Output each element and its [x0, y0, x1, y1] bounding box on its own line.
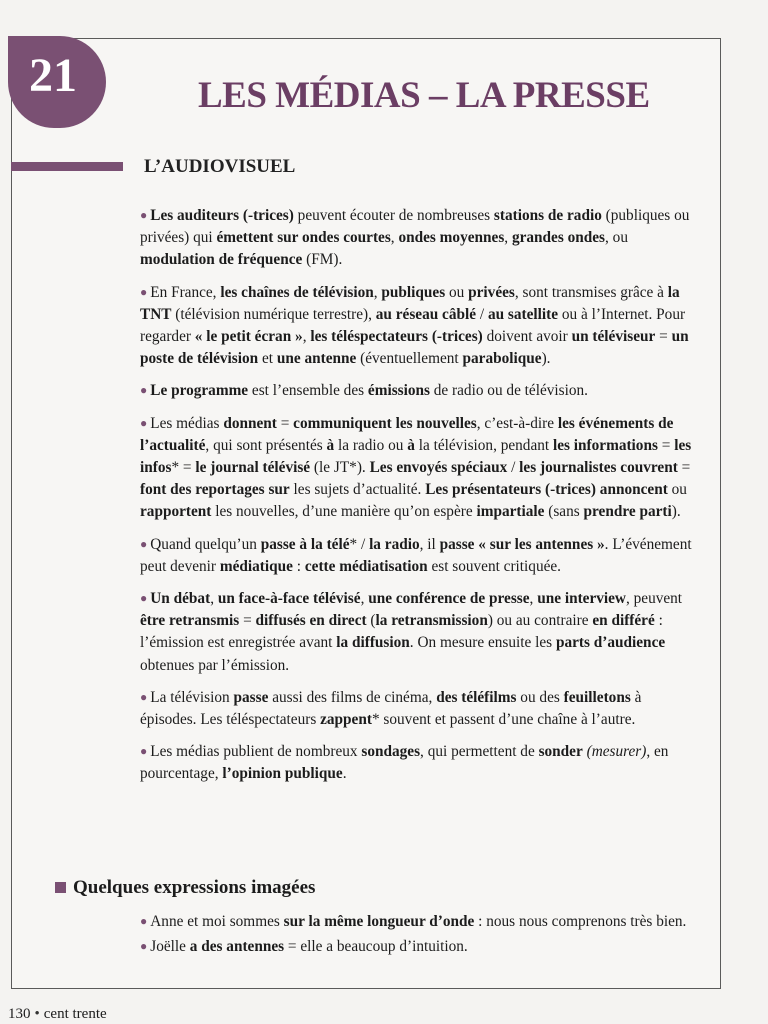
bold-term: Un débat — [150, 590, 211, 608]
paragraph — [140, 686, 700, 731]
text-run: : l’émission est enregistrée avant — [140, 612, 663, 652]
text-run: , en pourcentage, — [140, 743, 669, 783]
text-run: , qui permettent de — [420, 743, 539, 761]
bold-term: les chaînes de télévision — [220, 283, 374, 301]
bold-term: à — [407, 436, 415, 454]
bold-term: impartiale — [476, 503, 545, 521]
bold-term: privées — [468, 283, 515, 301]
bold-term: Les présentateurs (-trices) annoncent — [425, 481, 668, 499]
text-run: Quand quelqu’un — [150, 535, 261, 553]
text-run: la radio ou — [334, 436, 408, 454]
bold-term: sondages — [361, 743, 421, 761]
text-run: (publiques ou privées) qui — [140, 207, 690, 247]
bold-term: au réseau câblé — [375, 305, 477, 323]
text-run: (éventuellement — [356, 350, 463, 368]
text-run: . — [342, 765, 347, 783]
page-number-words: cent trente — [43, 1006, 107, 1022]
text-run: aussi des films de cinéma, — [268, 688, 437, 706]
chapter-number: 21 — [29, 49, 77, 102]
bold-term: en différé — [592, 612, 655, 630]
bold-term: émettent sur ondes courtes — [216, 229, 391, 247]
text-run: = — [276, 414, 294, 432]
text-run: Les médias — [150, 414, 224, 432]
text-run: Les médias publient de nombreux — [150, 743, 362, 761]
text-run: la télévision, pendant — [414, 436, 553, 454]
text-run: , — [210, 590, 218, 608]
text-run: (télévision numérique terrestre), — [171, 305, 376, 323]
text-run: En France, — [150, 283, 221, 301]
paragraph — [140, 587, 700, 677]
bold-term: la diffusion — [336, 634, 410, 652]
bold-term: diffusés en direct — [255, 612, 367, 630]
text-run: à épisodes. Les téléspectateurs — [140, 688, 642, 729]
bold-term: médiatique — [219, 557, 293, 575]
bold-term: la retransmission — [375, 612, 488, 630]
text-run: (sans — [544, 503, 584, 521]
page-number: 130 — [8, 1006, 31, 1022]
bold-term: les téléspectateurs (-trices) — [310, 328, 483, 346]
text-run: = — [655, 328, 672, 346]
bold-term: font des reportages sur — [140, 481, 290, 499]
text-run: . On mesure ensuite les — [409, 634, 556, 652]
bold-term: prendre parti — [583, 503, 672, 521]
bullet-icon: ● — [140, 415, 148, 430]
bold-term: les infos — [140, 436, 692, 477]
bold-term: parabolique — [462, 350, 542, 368]
paragraph-list — [140, 204, 700, 795]
bold-term: passe — [233, 688, 269, 706]
section-bar — [11, 162, 123, 171]
text-run: est l’ensemble des — [248, 382, 368, 400]
bullet-icon: ● — [140, 591, 148, 606]
bold-term: sonder — [538, 743, 583, 761]
expressions-heading: Quelques expressions imagées — [73, 877, 316, 898]
bold-term: parts d’audience — [555, 634, 666, 652]
bullet-icon: ● — [140, 744, 148, 759]
text-run: , sont transmises grâce à — [514, 283, 668, 301]
bold-term: cette médiatisation — [304, 557, 428, 575]
bold-term: ondes moyennes — [398, 229, 505, 247]
paragraph — [140, 412, 700, 524]
bold-term: passe « sur les antennes » — [439, 535, 605, 553]
bold-term: « le petit écran » — [194, 328, 303, 346]
expressions-list — [140, 910, 700, 960]
text-run: de radio ou de télévision. — [429, 382, 588, 400]
bold-term: Le programme — [150, 382, 249, 400]
bold-term: le journal télévisé — [195, 459, 311, 477]
bullet-icon: ● — [140, 284, 148, 299]
bold-term: un téléviseur — [571, 328, 656, 346]
bold-term: rapportent — [140, 503, 212, 521]
text-run: ). — [541, 350, 551, 368]
bold-term: à — [326, 436, 335, 454]
bold-term: zappent — [320, 711, 372, 729]
bold-term: feuilletons — [563, 688, 631, 706]
bold-term: des téléfilms — [436, 688, 517, 706]
bold-term: publiques — [381, 283, 446, 301]
paragraph — [140, 204, 700, 272]
bold-term: sur la même longueur d’onde — [283, 913, 475, 930]
text-run: = — [677, 459, 691, 477]
bold-term: une interview — [537, 590, 626, 608]
bold-term: la TNT — [140, 283, 680, 323]
bold-term: l’opinion publique — [222, 765, 343, 783]
text-run: ou — [667, 481, 687, 499]
bold-term: donnent — [223, 414, 277, 432]
text-run: . L’événement peut devenir — [140, 535, 692, 575]
bullet-icon: ● — [140, 383, 148, 398]
text-run: ou à l’Internet. Pour regarder — [140, 305, 686, 346]
text-run: , — [302, 328, 311, 346]
bold-term: stations de radio — [493, 207, 602, 224]
text-run: est souvent critiquée. — [427, 557, 562, 575]
bullet-icon: ● — [140, 939, 148, 954]
bold-term: une antenne — [276, 350, 357, 368]
section-heading: L’AUDIOVISUEL — [144, 156, 296, 177]
bold-term: un face-à-face télévisé — [217, 590, 361, 608]
bold-term: au satellite — [487, 305, 559, 323]
text-run: doivent avoir — [482, 328, 572, 346]
bold-term: Les auditeurs (-trices) — [150, 207, 294, 224]
bold-term: les journalistes couvrent — [519, 459, 678, 477]
bold-term: passe à la télé — [260, 535, 350, 553]
text-run: Anne et moi sommes — [150, 913, 284, 930]
text-run: / — [476, 305, 488, 323]
bold-term: les informations — [552, 436, 658, 454]
text-run: peuvent écouter de nombreuses — [293, 207, 494, 224]
bullet-icon: ● — [140, 208, 148, 222]
text-run: , — [504, 229, 512, 247]
bold-term: être retransmis — [140, 612, 240, 630]
text-run: , il — [419, 535, 440, 553]
paragraph — [140, 740, 700, 785]
text-run: , qui sont présentés — [205, 436, 327, 454]
bold-term: une conférence de presse — [368, 590, 530, 608]
text-run: les sujets d’actualité. — [289, 481, 426, 499]
bold-term: communiquent les nouvelles — [293, 414, 477, 432]
text-run: = — [657, 436, 675, 454]
text-run: , — [390, 229, 399, 247]
text-run: ou des — [516, 688, 564, 706]
bold-term: émissions — [367, 382, 430, 400]
bold-term: les événements de l’actualité — [140, 414, 674, 454]
text-run: ) ou au contraire — [487, 612, 593, 630]
bullet-icon: ● — [140, 536, 148, 551]
text-run: * / — [349, 535, 370, 553]
page-footer — [8, 1004, 107, 1024]
text-run: obtenues par l’émission. — [140, 656, 290, 674]
paragraph — [140, 533, 700, 578]
text-run: = elle a beaucoup d’intuition. — [284, 938, 468, 956]
text-run: (FM). — [302, 251, 343, 269]
bullet-icon: • — [34, 1006, 40, 1022]
square-bullet-icon — [55, 882, 66, 893]
text-run: : nous nous comprenons très bien. — [474, 913, 687, 930]
bold-term: modulation de fréquence — [140, 251, 303, 269]
expression-item — [140, 910, 700, 933]
text-run: ou — [445, 283, 469, 301]
text-run: Joëlle — [150, 938, 190, 956]
text-run: ( — [366, 612, 376, 630]
expression-item — [140, 935, 700, 958]
paragraph — [140, 379, 700, 402]
text-run: La télévision — [150, 688, 234, 706]
bullet-icon: ● — [140, 689, 148, 704]
text-run: ). — [671, 503, 681, 521]
text-run: , — [360, 590, 369, 608]
text-run: , — [373, 283, 382, 301]
text-run: et — [258, 350, 277, 368]
text-run: / — [507, 459, 520, 477]
text-run: , — [529, 590, 538, 608]
text-run: (le JT*). — [310, 459, 370, 477]
text-run: : — [292, 557, 305, 575]
paragraph — [140, 281, 700, 371]
text-run: les nouvelles, d’une manière qu’on espère — [211, 503, 477, 521]
bold-term: Les envoyés spéciaux — [369, 459, 508, 477]
text-run: , c’est-à-dire — [476, 414, 558, 432]
page-title: LES MÉDIAS – LA PRESSE — [198, 75, 650, 116]
bullet-icon: ● — [140, 914, 148, 928]
bold-term: a des antennes — [189, 938, 285, 956]
text-run: , peuvent — [625, 590, 683, 608]
text-run: * = — [171, 459, 196, 477]
text-run: = — [239, 612, 256, 630]
bold-term: la radio — [369, 535, 420, 553]
text-run: * souvent et passent d’une chaîne à l’autre. — [371, 711, 636, 729]
text-run: , ou — [605, 229, 628, 247]
italic-text: (mesurer) — [586, 743, 647, 761]
bold-term: un poste de télévision — [140, 328, 689, 368]
bold-term: grandes ondes — [511, 229, 606, 247]
